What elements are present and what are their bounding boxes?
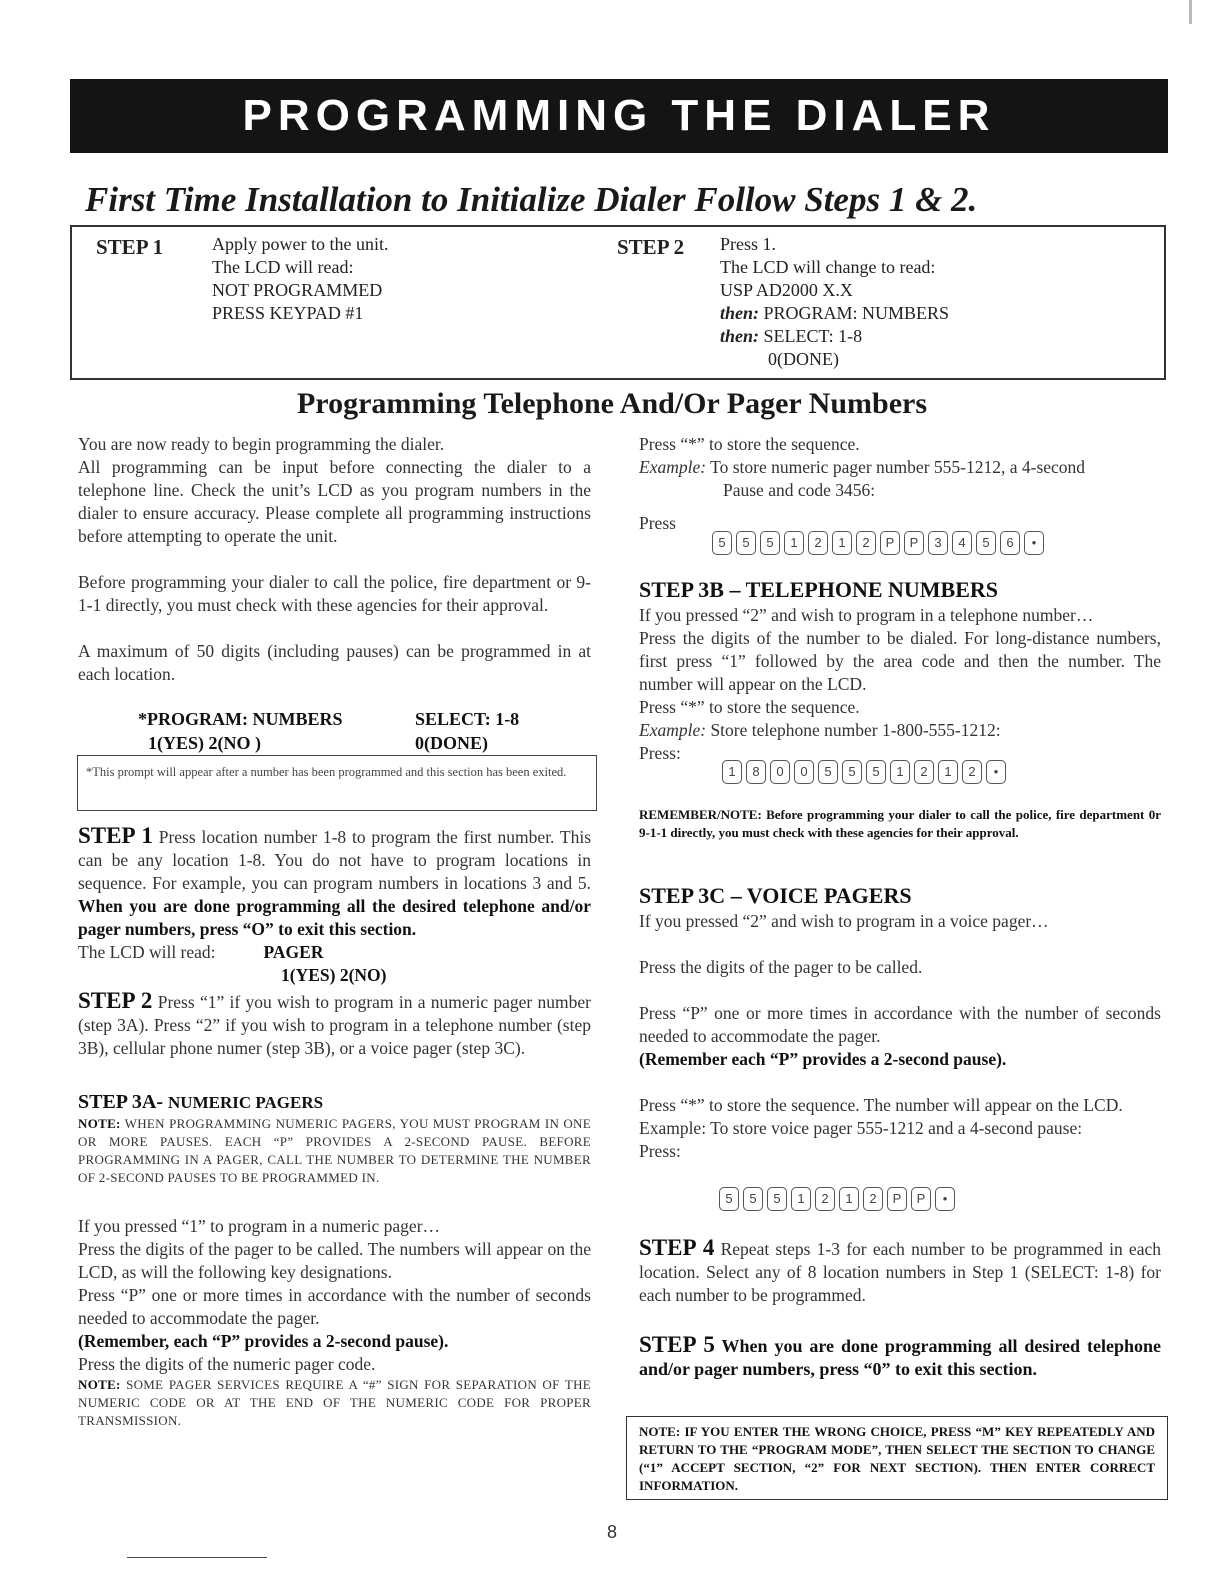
example-line (639, 456, 1161, 479)
keypad-key: 1 (938, 760, 958, 784)
intro-paragraph: You are now ready to begin programming the dialer. (78, 434, 445, 454)
step3c-paragraph: If you pressed “2” and wish to program in a voice pager… (639, 911, 1049, 931)
step3b-example (639, 719, 1161, 742)
step1-heading: STEP 1 (78, 823, 153, 848)
keypad-key: 1 (784, 531, 804, 555)
keypad-key: 2 (863, 1187, 883, 1211)
step4-paragraph (639, 1236, 1161, 1307)
step3a-note-text: WHEN PROGRAMMING NUMERIC PAGERS, YOU MUST PROGRAM IN ONE OR MORE PAUSES. EACH “P” PROVIDES A 2-SECOND PAUSE. BEFORE PROGRAMMING IN A PAGER, CALL THE NUMBER TO DETERMINE THE NUMBER OF 2-SECOND PAUSES TO BE PROGRAMMED IN. (78, 1116, 591, 1185)
step2-paragraph (78, 989, 591, 1060)
prompt-done: 0(DONE) (415, 733, 488, 753)
scan-edge-mark (1189, 0, 1192, 24)
keypad-key: • (1024, 531, 1044, 555)
keypad-key: P (880, 531, 900, 555)
step3c-paragraph: Press “*” to store the sequence. The number will appear on the LCD. (639, 1095, 1123, 1115)
init-step2-line: USP AD2000 X.X (720, 280, 853, 300)
init-step2-text (720, 233, 949, 371)
keypad-key: 0 (794, 760, 814, 784)
keypad-key: • (986, 760, 1006, 784)
pager-display: PAGER (263, 942, 324, 962)
subtitle: First Time Installation to Initialize Dialer Follow Steps 1 & 2. (85, 180, 978, 219)
keypad-key: 1 (722, 760, 742, 784)
step3c-example: Example: To store voice pager 555-1212 and a 4-second pause: (639, 1118, 1083, 1138)
step3b-paragraph: If you pressed “2” and wish to program in a telephone number… (639, 605, 1094, 625)
keypad-key: 5 (818, 760, 838, 784)
numeric-pager-keypad-sequence (712, 531, 1044, 555)
keypad-key: P (887, 1187, 907, 1211)
keypad-key: 6 (1000, 531, 1020, 555)
init-step1-label: STEP 1 (96, 235, 164, 259)
init-step1-line: Apply power to the unit. (212, 234, 389, 254)
prompt-program-numbers: *PROGRAM: NUMBERS (138, 709, 343, 729)
keypad-key: 5 (767, 1187, 787, 1211)
step3a-reminder: (Remember, each “P” provides a 2-second pause). (78, 1331, 449, 1351)
step3a-paragraph: Press “P” one or more times in accordance with the number of seconds needed to accommodate the pager. (78, 1285, 591, 1328)
step3a-paragraph: Press the digits of the numeric pager code. (78, 1354, 376, 1374)
pager-display-options: 1(YES) 2(NO) (281, 965, 387, 985)
keypad-key: 1 (791, 1187, 811, 1211)
step3a-note (78, 1115, 591, 1187)
then-word: then: (720, 303, 760, 323)
step1-bold-text: When you are done programming all the desired telephone and/or pager numbers, press “O” to exit this section. (78, 896, 591, 939)
step5-text: When you are done programming all desired telephone and/or pager numbers, press “0” to exit this section. (639, 1336, 1161, 1379)
init-step2-line: 0(DONE) (768, 349, 839, 369)
step3b-heading: STEP 3B – TELEPHONE NUMBERS (639, 577, 999, 602)
step3a-paragraph: Press the digits of the pager to be called. The numbers will appear on the LCD, as will the following key designations. (78, 1239, 591, 1282)
step3c-heading: STEP 3C – VOICE PAGERS (639, 883, 912, 908)
init-step1-line: NOT PROGRAMMED (212, 280, 383, 300)
keypad-key: 8 (746, 760, 766, 784)
keypad-key: 0 (770, 760, 790, 784)
init-step2-line: Press 1. (720, 234, 777, 254)
page-banner: PROGRAMMING THE DIALER (70, 79, 1168, 153)
voice-pager-keypad-sequence (719, 1187, 955, 1211)
step4-text: Repeat steps 1-3 for each number to be programmed in each location. Select any of 8 location numbers in Step 1 (SELECT: 1-8) for each number to be programmed. (639, 1239, 1161, 1305)
keypad-key: 1 (832, 531, 852, 555)
right-column-steps-4-5 (639, 1236, 1161, 1381)
init-step2-line: The LCD will change to read: (720, 257, 936, 277)
example-word: Example: (639, 720, 707, 740)
step2-text: Press “1” if you wish to program in a numeric pager number (step 3A). Press “2” if you wish to program in a telephone number (step 3B), cellular phone numer (step 3B), or a voice pager (step 3C). (78, 992, 592, 1058)
init-step1-line: The LCD will read: (212, 257, 354, 277)
init-step1-text (212, 233, 388, 325)
step3c-paragraph: Press the digits of the pager to be called. (639, 957, 923, 977)
keypad-key: 2 (808, 531, 828, 555)
wrong-choice-note: NOTE: IF YOU ENTER THE WRONG CHOICE, PRESS “M” KEY REPEATEDLY AND RETURN TO THE “PROGRAM MODE”, THEN SELECT THE SECTION TO CHANGE (“1” ACCEPT SECTION, “2” FOR NEXT SECTION). THEN ENTER CORRECT INFORMATION. (626, 1416, 1168, 1500)
intro-paragraph: Before programming your dialer to call the police, fire department or 9-1-1 directly, you must check with these agencies for their approval. (78, 572, 591, 615)
lcd-read-label: The LCD will read: (78, 942, 216, 962)
pager-code-note (78, 1376, 591, 1430)
prompt-note-box: *This prompt will appear after a number has been programmed and this section has been exited. (77, 755, 597, 811)
lcd-read-line (78, 941, 591, 964)
keypad-key: 5 (976, 531, 996, 555)
step3c-paragraph: Press “P” one or more times in accordance with the number of seconds needed to accommodate the pager. (639, 1003, 1161, 1046)
keypad-key: P (911, 1187, 931, 1211)
init-steps-box (70, 225, 1166, 380)
press-label: Press: (639, 743, 681, 763)
keypad-key: 2 (815, 1187, 835, 1211)
step4-heading: STEP 4 (639, 1235, 715, 1260)
prompt-yes-no: 1(YES) 2(NO ) (148, 733, 261, 753)
keypad-key: 4 (952, 531, 972, 555)
step3b-paragraph: Press the digits of the number to be dialed. For long-distance numbers, first press “1” followed by the area code and then the number. The number will appear on the LCD. (639, 628, 1161, 694)
step3a-heading (78, 1090, 591, 1115)
step1-text: Press location number 1-8 to program the first number. This can be any location 1-8. You do not have to program locations in sequence. For example, you can program numbers in locations 3 and 5. (78, 827, 592, 893)
step3b-paragraph: Press “*” to store the sequence. (639, 697, 860, 717)
keypad-key: 5 (712, 531, 732, 555)
left-column-steps (78, 824, 591, 1430)
note-label: NOTE: (78, 1377, 121, 1392)
page-number: 8 (606, 1522, 617, 1542)
example-word: Example: (639, 457, 707, 477)
then-word: then: (720, 326, 760, 346)
keypad-key: 5 (743, 1187, 763, 1211)
left-column-intro (78, 433, 591, 686)
right-column-top (639, 433, 1161, 535)
keypad-key: 5 (866, 760, 886, 784)
step1-paragraph (78, 824, 591, 941)
step3c-reminder: (Remember each “P” provides a 2-second pause). (639, 1049, 1007, 1069)
keypad-key: 5 (842, 760, 862, 784)
keypad-key: 1 (839, 1187, 859, 1211)
right-column-step3c (639, 882, 1161, 1163)
init-step2-line-text: SELECT: 1-8 (763, 326, 863, 346)
step5-paragraph (639, 1333, 1161, 1381)
note-label: NOTE: (78, 1116, 121, 1131)
keypad-key: • (935, 1187, 955, 1211)
step3a-heading-title: NUMERIC PAGERS (168, 1093, 324, 1112)
right-column-step3b (639, 576, 1161, 765)
intro-paragraph: All programming can be input before connecting the dialer to a telephone line. Check the unit’s LCD as you program numbers in the dialer to ensure accuracy. Please complete all programming instructions before attempting to operate the unit. (78, 457, 591, 546)
program-prompt-table (78, 707, 598, 755)
pager-code-note-text: SOME PAGER SERVICES REQUIRE A “#” SIGN FOR SEPARATION OF THE NUMERIC CODE OR AT THE END OF THE NUMERIC CODE FOR PROPER TRANSMISSION. (78, 1377, 591, 1428)
init-step2-line (720, 325, 949, 348)
remember-note: REMEMBER/NOTE: Before programming your dialer to call the police, fire department 0r 9-1-1 directly, you must check with these agencies for their approval. (639, 807, 1161, 840)
keypad-key: 5 (736, 531, 756, 555)
init-step1-line: PRESS KEYPAD #1 (212, 303, 364, 323)
store-sequence-line: Press “*” to store the sequence. (639, 434, 860, 454)
init-step2-label: STEP 2 (617, 235, 685, 259)
example-text: To store numeric pager number 555-1212, a 4-second (710, 457, 1086, 477)
init-step2-line-text: PROGRAM: NUMBERS (763, 303, 950, 323)
section-title: Programming Telephone And/Or Pager Numbers (296, 387, 928, 420)
step3a-paragraph: If you pressed “1” to program in a numeric pager… (78, 1216, 441, 1236)
press-label: Press: (639, 1141, 681, 1161)
step3a-heading-label: STEP 3A- (78, 1091, 164, 1113)
footer-rule (127, 1557, 267, 1558)
keypad-key: 2 (914, 760, 934, 784)
keypad-key: 5 (719, 1187, 739, 1211)
init-step2-line (720, 302, 949, 325)
press-label: Press (639, 513, 676, 533)
example-line-2: Pause and code 3456: (723, 480, 876, 500)
intro-paragraph: A maximum of 50 digits (including pauses) can be programmed in at each location. (78, 641, 591, 684)
keypad-key: 2 (856, 531, 876, 555)
step2-heading: STEP 2 (78, 988, 153, 1013)
step5-heading: STEP 5 (639, 1332, 715, 1357)
keypad-key: 5 (760, 531, 780, 555)
example-text: Store telephone number 1-800-555-1212: (710, 720, 1001, 740)
keypad-key: 3 (928, 531, 948, 555)
prompt-select: SELECT: 1-8 (415, 709, 520, 729)
telephone-keypad-sequence (722, 760, 1006, 784)
keypad-key: 2 (962, 760, 982, 784)
keypad-key: 1 (890, 760, 910, 784)
keypad-key: P (904, 531, 924, 555)
